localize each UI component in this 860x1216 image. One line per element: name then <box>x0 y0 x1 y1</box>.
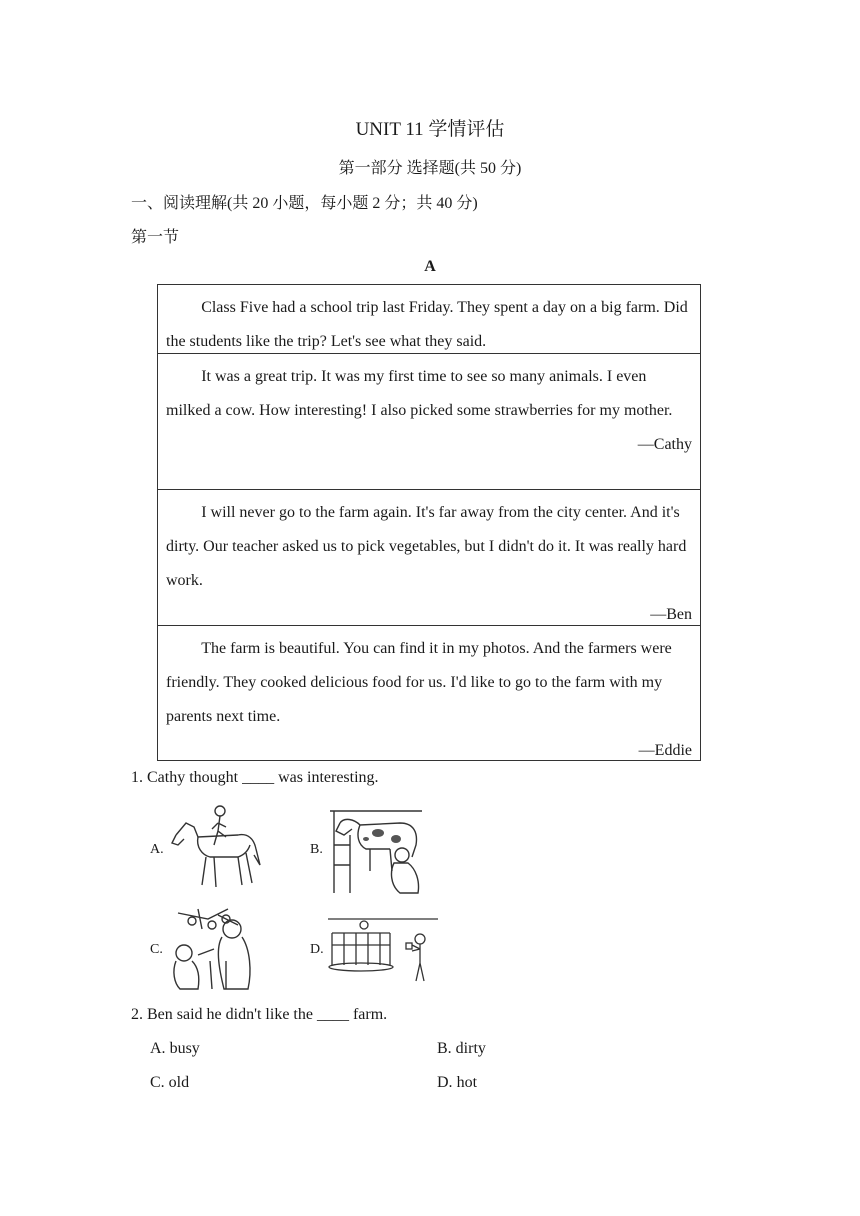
milking-cow-picture <box>330 805 422 895</box>
option-text: old <box>168 1074 190 1091</box>
option-label: C. <box>150 1074 165 1091</box>
page-title: UNIT 11 学情评估 <box>355 119 505 140</box>
part-heading: 第一部分 选择题(共 50 分) <box>338 160 522 177</box>
option-label: D. <box>310 942 324 957</box>
option-text: hot <box>456 1074 478 1091</box>
question-1-stem: 1. Cathy thought ____ was interesting. <box>131 769 379 786</box>
option-c[interactable] <box>148 905 258 990</box>
option-a[interactable] <box>148 805 263 893</box>
fruit-picking-picture <box>168 905 256 990</box>
horse-rider-picture <box>168 805 263 893</box>
option-d[interactable] <box>437 1074 477 1092</box>
comment-author: —Eddie <box>638 742 692 759</box>
option-label: A. <box>150 842 164 857</box>
subsection-heading: 第一节 <box>131 229 180 246</box>
comment-cell-cathy <box>158 353 700 489</box>
option-text: busy <box>169 1040 200 1057</box>
option-label: C. <box>150 942 163 957</box>
option-d[interactable] <box>308 905 438 985</box>
option-a[interactable] <box>150 1040 200 1058</box>
passage-label: A <box>424 258 436 275</box>
option-c[interactable] <box>150 1074 189 1092</box>
comment-author: —Cathy <box>637 436 692 453</box>
option-b[interactable] <box>437 1040 486 1058</box>
passage-intro: Class Five had a school trip last Friday. They spent a day on a big farm. Did the students like the trip? Let's see what they said. <box>166 299 688 350</box>
question-2-stem: 2. Ben said he didn't like the ____ farm. <box>131 1006 388 1023</box>
comment-author: —Ben <box>650 606 692 623</box>
option-text: dirty <box>455 1040 486 1057</box>
section-heading: 一、阅读理解(共 20 小题，每小题 2 分；共 40 分) <box>131 195 478 212</box>
photo-taking-picture <box>328 905 438 985</box>
option-label: D. <box>437 1074 453 1091</box>
comment-text: I will never go to the farm again. It's far away from the city center. And it's dirty. Our teacher asked us to pick vegetables, but I didn't do it. It was really hard work. <box>166 504 687 589</box>
option-label: B. <box>437 1040 452 1057</box>
comment-text: The farm is beautiful. You can find it in my photos. And the farmers were friendly. They cooked delicious food for us. I'd like to go to the farm with my parents next time. <box>166 640 672 725</box>
comment-text: It was a great trip. It was my first time to see so many animals. I even milked a cow. How interesting! I also picked some strawberries for my mother. <box>166 368 673 419</box>
option-label: A. <box>150 1040 166 1057</box>
comment-cell-ben <box>158 489 700 625</box>
comment-cell-eddie <box>158 625 700 760</box>
passage-table <box>157 284 701 761</box>
passage-intro-cell <box>158 285 700 353</box>
option-label: B. <box>310 842 323 857</box>
option-b[interactable] <box>308 805 423 895</box>
